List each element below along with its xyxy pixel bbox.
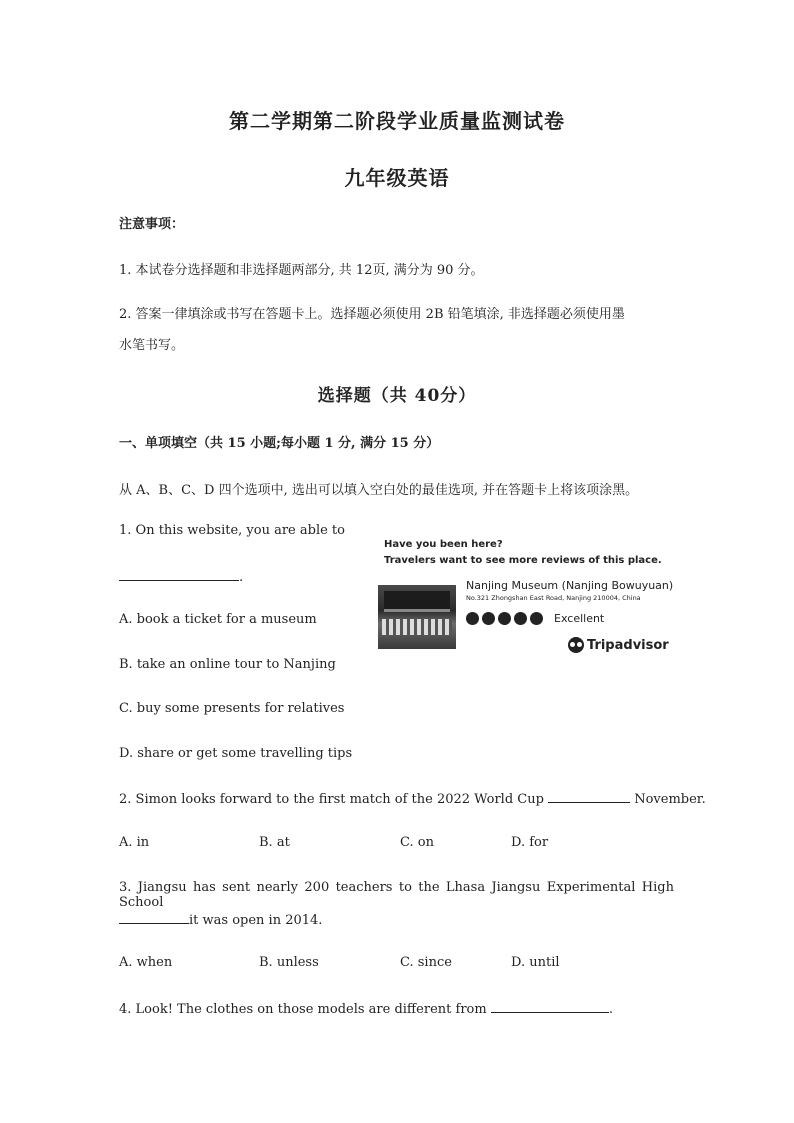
- rating-bubble-icon: [482, 612, 495, 625]
- question-2-option-d: D. for: [511, 835, 549, 850]
- question-4-stem-end: .: [608, 1002, 613, 1017]
- card-subtext: Travelers want to see more reviews of this place.: [384, 555, 662, 566]
- notes-heading: 注意事项：: [119, 217, 185, 232]
- museum-name: Nanjing Museum (Nanjing Bowuyuan): [466, 579, 674, 592]
- tripadvisor-card: [378, 537, 678, 657]
- museum-roof-shape: [384, 591, 450, 612]
- question-3-stem: 3. Jiangsu has sent nearly 200 teachers to the Lhasa Jiangsu Experimental High School: [119, 880, 674, 910]
- exam-title: 第二学期第二阶段学业质量监测试卷: [229, 109, 565, 133]
- museum-address: No.321 Zhongshan East Road, Nanjing 210004, China: [466, 594, 641, 602]
- question-1-stem-end: .: [239, 570, 244, 585]
- owl-icon: [568, 637, 584, 653]
- rating-label: Excellent: [554, 612, 605, 625]
- question-1-option-a: A. book a ticket for a museum: [119, 612, 317, 627]
- question-4-stem-start: 4. Look! The clothes on those models are different from: [119, 1002, 487, 1017]
- rating-bubble-icon: [498, 612, 511, 625]
- question-1-option-c: C. buy some presents for relatives: [119, 701, 345, 716]
- section-title: 选择题（共 40分）: [317, 386, 477, 406]
- card-question: Have you been here?: [384, 539, 503, 550]
- notes-item-2-line-1: 2. 答案一律填涂或书写在答题卡上。选择题必须使用 2B 铅笔填涂, 非选择题必须使用墨: [119, 307, 625, 322]
- tripadvisor-logo: [568, 637, 669, 653]
- question-1-stem: 1. On this website, you are able to: [119, 523, 345, 538]
- rating-bubble-icon: [514, 612, 527, 625]
- museum-photo: [378, 585, 456, 649]
- answer-blank: [119, 568, 239, 581]
- question-3-option-b: B. unless: [259, 955, 319, 970]
- question-1-option-b: B. take an online tour to Nanjing: [119, 657, 336, 672]
- notes-item-1: 1. 本试卷分选择题和非选择题两部分, 共 12页, 满分为 90 分。: [119, 263, 484, 278]
- brand-name: Tripadvisor: [587, 637, 669, 653]
- rating-bubble-icon: [530, 612, 543, 625]
- question-2-stem: [119, 790, 706, 807]
- part-heading: 一、单项填空（共 15 小题;每小题 1 分, 满分 15 分）: [119, 436, 440, 451]
- rating-bubble-icon: [466, 612, 479, 625]
- exam-subtitle: 九年级英语: [344, 166, 450, 190]
- museum-wall-shape: [382, 619, 452, 635]
- question-2-option-a: A. in: [119, 835, 150, 850]
- question-3-option-d: D. until: [511, 955, 560, 970]
- notes-item-2-line-2: 水笔书写。: [119, 338, 185, 353]
- question-2-option-b: B. at: [259, 835, 290, 850]
- question-3-stem-end: it was open in 2014.: [189, 913, 323, 928]
- question-2-option-c: C. on: [400, 835, 434, 850]
- answer-blank: [491, 1000, 609, 1013]
- question-2-stem-end: November.: [634, 792, 706, 807]
- answer-blank: [119, 911, 189, 924]
- answer-blank: [548, 790, 630, 803]
- question-3-blank-line: [119, 911, 322, 928]
- question-1-blank-line: [119, 568, 243, 585]
- part-instruction: 从 A、B、C、D 四个选项中, 选出可以填入空白处的最佳选项, 并在答题卡上将该项涂黑。: [119, 483, 639, 498]
- question-4-stem: [119, 1000, 613, 1017]
- question-3-option-a: A. when: [119, 955, 173, 970]
- rating-bubbles: [466, 612, 543, 625]
- question-1-option-d: D. share or get some travelling tips: [119, 746, 353, 761]
- question-2-stem-start: 2. Simon looks forward to the first match of the 2022 World Cup: [119, 792, 544, 807]
- question-3-option-c: C. since: [400, 955, 452, 970]
